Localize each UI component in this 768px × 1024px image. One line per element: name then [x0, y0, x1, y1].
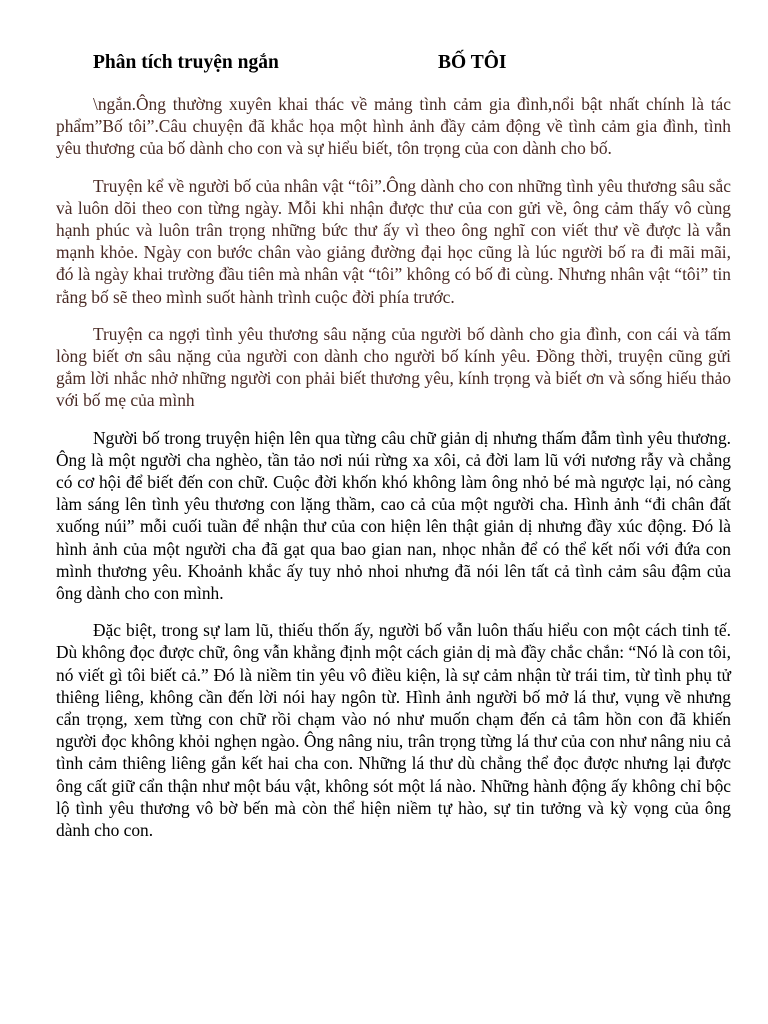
document-body: [56, 93, 731, 856]
document-title: [93, 52, 693, 80]
paragraph-1: \ngắn.Ông thường xuyên khai thác về mảng tình cảm gia đình,nổi bật nhất chính là tác phẩm”Bố tôi”.Câu chuyện đã khắc họa một hình ảnh đầy cảm động về tình cảm gia đình, tình yêu thương của bố dành cho con và sự hiểu biết, tôn trọng của con dành cho bố.: [56, 94, 731, 159]
paragraph-3: Truyện ca ngợi tình yêu thương sâu nặng của người bố dành cho gia đình, con cái và tấm lòng biết ơn sâu nặng của người con dành cho người bố kính yêu. Đồng thời, truyện cũng gửi gắm lời nhắc nhở những người con phải biết thương yêu, kính trọng và biết ơn và sống hiếu thảo với bố mẹ của mình: [56, 323, 731, 411]
paragraph-2: Truyện kể về người bố của nhân vật “tôi”.Ông dành cho con những tình yêu thương sâu sắc và luôn dõi theo con từng ngày. Mỗi khi nhận được thư của con gửi về, ông cảm thấy vô cùng hạnh phúc và luôn trân trọng những bức thư ấy vì theo ông nghĩ con viết thư về được là vẫn mạnh khỏe. Ngày con bước chân vào giảng đường đại học cũng là lúc người bố ra đi mãi mãi, đó là ngày khai trường đầu tiên mà nhân vật “tôi” không có bố đi cùng. Nhưng nhân vật “tôi” tin rằng bố sẽ theo mình suốt hành trình cuộc đời phía trước.: [56, 175, 731, 307]
title-left: Phân tích truyện ngắn: [93, 52, 279, 73]
paragraph-4: Người bố trong truyện hiện lên qua từng câu chữ giản dị nhưng thấm đẫm tình yêu thương. Ông là một người cha nghèo, tần tảo nơi núi rừng xa xôi, cả đời lam lũ với nương rẫy và chẳng có cơ hội để biết đến con chữ. Cuộc đời khốn khó không làm ông nhỏ bé mà ngược lại, nó càng làm sáng lên tình yêu thương con lặng thầm, cao cả của một người cha. Hình ảnh “đi chân đất xuống núi” mỗi cuối tuần để nhận thư của con hiện lên thật giản dị nhưng đầy xúc động. Đó là hình ảnh của một người cha đã gạt qua bao gian nan, nhọc nhằn để có thể kết nối với đứa con mình thương yêu. Khoảnh khắc ấy tuy nhỏ nhoi nhưng đã nói lên tất cả tình cảm sâu đậm của ông dành cho con mình.: [56, 427, 731, 604]
title-right: BỐ TÔI: [438, 52, 507, 73]
paragraph-5: Đặc biệt, trong sự lam lũ, thiếu thốn ấy, người bố vẫn luôn thấu hiểu con một cách tinh tế. Dù không đọc được chữ, ông vẫn khẳng định một cách giản dị mà đầy chắc chắn: “Nó là con tôi, nó viết gì tôi biết cả.” Đó là niềm tin yêu vô điều kiện, là sự cảm nhận từ trái tim, từ tình phụ tử thiêng liêng, không cần đến lời nói hay ngôn từ. Hình ảnh người bố mở lá thư, vụng về nhưng cẩn trọng, xem từng con chữ rồi chạm vào nó như muốn chạm đến cả tâm hồn con đã khiến người đọc không khỏi nghẹn ngào. Ông nâng niu, trân trọng từng lá thư của con như nâng niu cả tình cảm thiêng liêng gắn kết hai cha con. Những lá thư dù chẳng thể đọc được nhưng lại được ông cất giữ cẩn thận như một báu vật, không sót một lá nào. Những hành động ấy không chỉ bộc lộ tình yêu thương vô bờ bến mà còn thể hiện niềm tự hào, sự tin tưởng và kỳ vọng của ông dành cho con.: [56, 620, 731, 841]
